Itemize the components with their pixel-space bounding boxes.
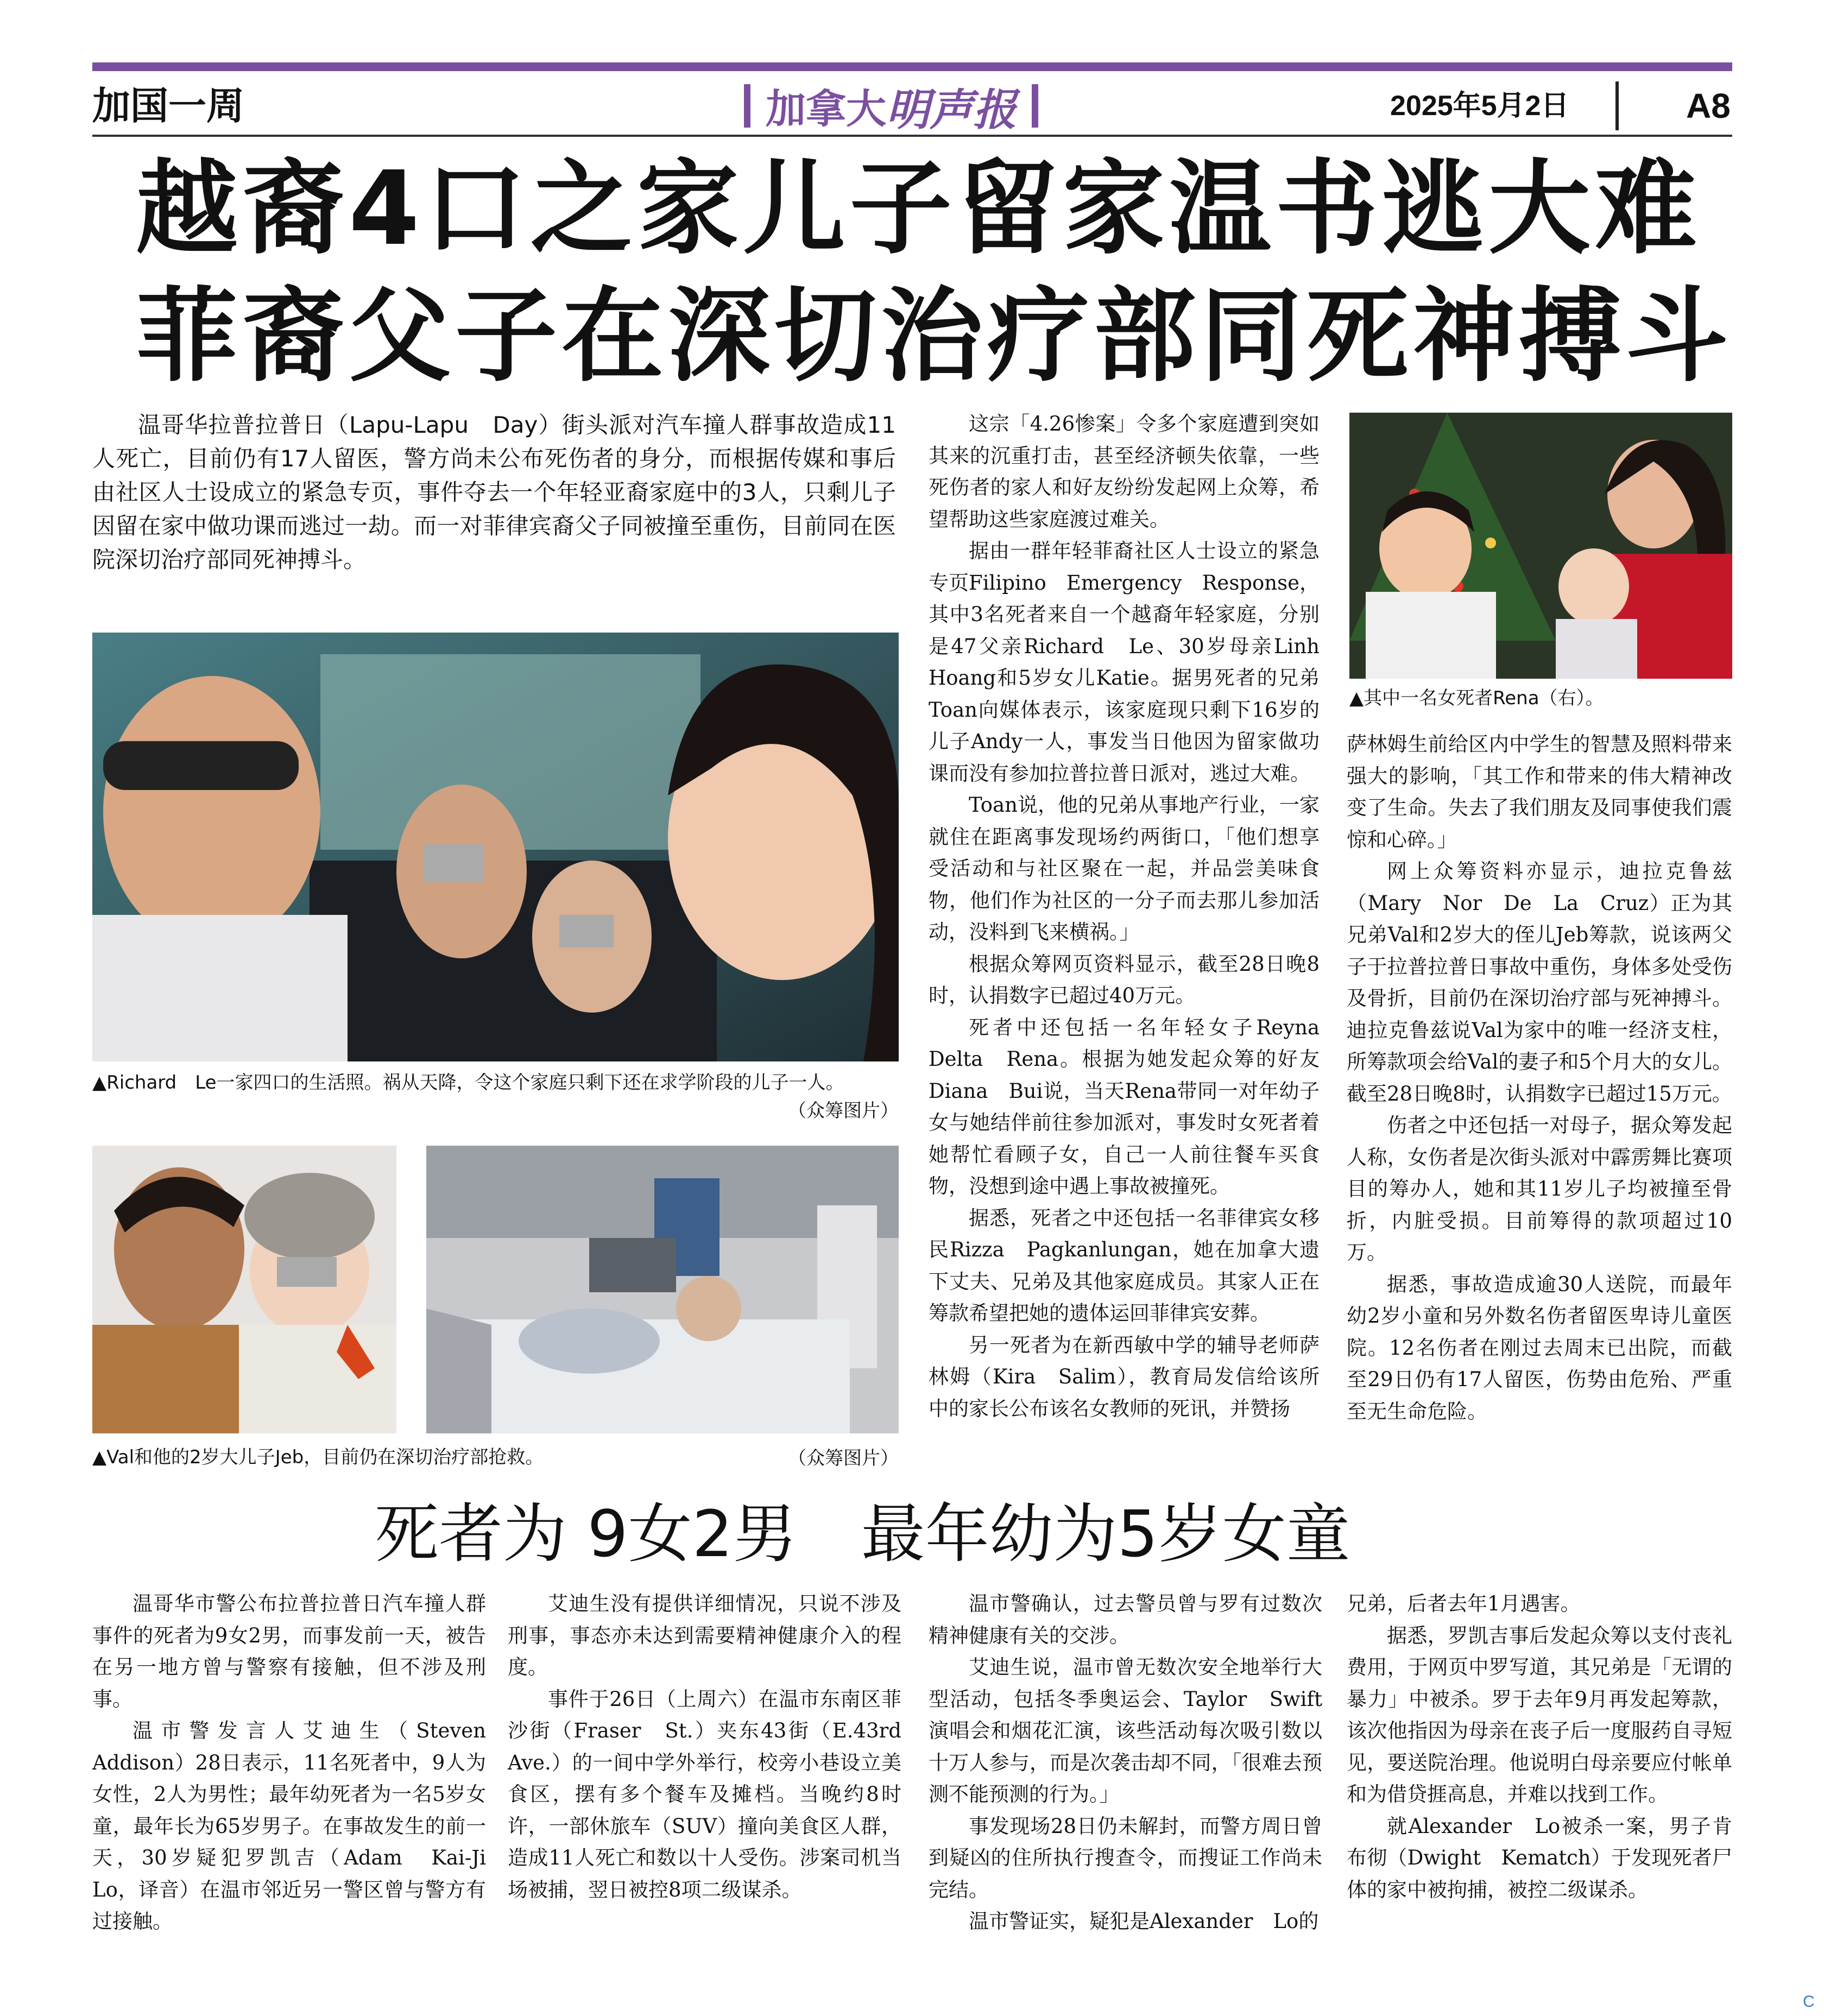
val-photo-caption <box>92 1444 899 1471</box>
story-col2-para-2: 据由一群年轻菲裔社区人士设立的紧急专页Filipino Emergency Response，其中3名死者来自一个越裔年轻家庭，分别是47父亲Richard Le、30岁母亲Linh Hoang和5岁女儿Katie。据男死者的兄弟Toan向媒体表示，该家庭现只剩下16岁的儿子Andy一人，事发当日他因为留家做功课而没有参加拉普拉普日派对，逃过大难。 <box>929 539 1340 785</box>
family-photo-caption <box>92 1070 899 1124</box>
lower-col3-para-3: 事发现场28日仍未解封，而警方周日曾到疑凶的住所执行搜查令，而搜证工作尚未完结。 <box>929 1814 1322 1901</box>
rena-photo-image <box>1349 413 1732 679</box>
story-column-3 <box>1347 729 1732 1427</box>
section-name: 加国一周 <box>92 84 244 128</box>
val-photo-credit: （众筹图片） <box>788 1448 899 1469</box>
story-col2-para-3: Toan说，他的兄弟从事地产行业，一家就住在距离事发现场约两街口，「他们想享受活动和与社区聚在一起，并品尝美味食物，他们作为社区的一分子而去那儿参加活动，没料到飞来横祸。」 <box>929 793 1320 944</box>
header-divider <box>1615 81 1619 130</box>
rena-photo-caption <box>1349 685 1732 712</box>
story-col3-para-1: 萨林姆生前给区内中学生的智慧及照料带来强大的影响，「其工作和带来的伟大精神改变了生命。失去了我们朋友及同事使我们震惊和心碎。」 <box>1347 732 1732 851</box>
family-photo-credit: （众筹图片） <box>788 1100 899 1122</box>
corner-mark: C <box>1803 1993 1815 2011</box>
lower-col4-para-2: 据悉，罗凯吉事后发起众筹以支付丧礼费用，于网页中罗写道，其兄弟是「无谓的暴力」中被杀。罗于去年9月再发起筹款，该次他指因为母亲在丧子后一度服药自寻短见，要送院治理。他说明白母亲要应付帐单和为借贷捱高息，并难以找到工作。 <box>1347 1623 1732 1806</box>
header-rule <box>92 135 1732 137</box>
story-col3-para-2: 网上众筹资料亦显示，迪拉克鲁兹（Mary Nor De La Cruz）正为其兄弟Val和2岁大的侄儿Jeb筹款，说该两父子于拉普拉普日事故中重伤，身体多处受伤及骨折，目前仍在深切治疗部与死神搏斗。迪拉克鲁兹说Val为家中的唯一经济支柱，所筹款项会给Val的妻子和5个月大的女儿。截至28日晚8时，认捐数字已超过15万元。 <box>1347 860 1732 1105</box>
issue-date: 2025年5月2日 <box>1390 90 1569 122</box>
family-caption-text: ▲Richard Le一家四口的生活照。祸从天降，令这个家庭只剩下还在求学阶段的儿子一人。 <box>92 1072 844 1094</box>
masthead-name-2: 明声报 <box>886 84 1017 135</box>
lower-col3-para-2: 艾迪生说，温市曾无数次安全地举行大型活动，包括冬季奥运会、Taylor Swift演唱会和烟花汇演，该些活动每次吸引数以十万人参与，而是次袭击却不同，「很难去预测不能预测的行为。」 <box>929 1655 1322 1806</box>
story-col2-para-7: 另一死者为在新西敏中学的辅导老师萨林姆（Kira Salim），教育局发信给该所中的家长公布该名女教师的死讯，并赞扬 <box>929 1333 1320 1420</box>
story-col2-para-6: 据悉，死者之中还包括一名菲律宾女移民Rizza Pagkanlungan，她在加拿大遗下丈夫、兄弟及其他家庭成员。其家人正在筹款希望把她的遗体运回菲律宾安葬。 <box>929 1206 1320 1325</box>
story-column-2 <box>929 408 1340 1425</box>
lower-col4-para-3: 就Alexander Lo被杀一案，男子肯布彻（Dwight Kematch）于发现死者尸体的家中被拘捕，被控二级谋杀。 <box>1347 1814 1732 1901</box>
headline-line-2: 菲裔父子在深切治疗部同死神搏斗 <box>136 277 1732 396</box>
masthead-bar-right <box>1032 84 1038 128</box>
masthead-name-1: 加拿大 <box>766 86 886 132</box>
lower-column-1 <box>92 1588 506 1938</box>
hospital-photo-image <box>426 1146 899 1433</box>
masthead-bar-left <box>744 84 750 128</box>
lower-col3-para-4: 温市警证实，疑犯是Alexander Lo的 <box>969 1910 1319 1933</box>
story-col2-para-1: 这宗「4.26惨案」令多个家庭遭到突如其来的沉重打击，甚至经济顿失依靠，一些死伤者的家人和好友纷纷发起网上众筹，希望帮助这些家庭渡过难关。 <box>929 412 1320 531</box>
lead-text: 温哥华拉普拉普日（Lapu-Lapu Day）街头派对汽车撞人群事故造成11人死亡，目前仍有17人留医，警方尚未公布死伤者的身分，而根据传媒和事后由社区人士设成立的紧急专页，事件夺去一个年轻亚裔家庭中的3人，只剩儿子因留在家中做功课而逃过一劫。而一对菲律宾裔父子同被撞至重伤，目前同在医院深切治疗部同死神搏斗。 <box>92 412 896 573</box>
val-photo <box>92 1146 396 1433</box>
hospital-photo <box>426 1146 899 1433</box>
val-caption-text: ▲Val和他的2岁大儿子Jeb，目前仍在深切治疗部抢救。 <box>92 1446 544 1468</box>
story-col3-para-4: 据悉，事故造成逾30人送院，而最年幼2岁小童和另外数名伤者留医卑诗儿童医院。12名伤者在刚过去周末已出院，而截至29日仍有17人留医，伤势由危殆、严重至无生命危险。 <box>1347 1272 1732 1423</box>
lower-col4-para-1: 兄弟，后者去年1月遇害。 <box>1347 1592 1581 1615</box>
headline-line-1: 越裔4口之家儿子留家温书逃大难 <box>136 149 1701 268</box>
lower-col2-para-2: 事件于26日（上周六）在温市东南区菲沙街（Fraser St.）夹东43街（E.43rd Ave.）的一间中学外举行，校旁小巷设立美食区，摆有多个餐车及摊档。当晚约8时许，一部休旅车（SUV）撞向美食区人群，造成11人死亡和数以十人受伤。涉案司机当场被捕，翌日被控8项二级谋杀。 <box>508 1687 922 1901</box>
story-col2-para-4: 根据众筹网页资料显示，截至28日晚8时，认捐数字已超过40万元。 <box>929 952 1320 1007</box>
lower-col1-para-1: 温哥华市警公布拉普拉普日汽车撞人群事件的死者为9女2男，而事发前一天，被告在另一地方曾与警察有接触，但不涉及刑事。 <box>92 1592 486 1711</box>
lower-column-4 <box>1347 1588 1732 1906</box>
rena-photo <box>1349 413 1732 679</box>
top-accent-bar <box>92 62 1732 71</box>
page-number: A8 <box>1686 86 1731 125</box>
lower-column-3 <box>929 1588 1322 1938</box>
masthead <box>744 79 1038 133</box>
lower-col3-para-1: 温市警确认，过去警员曾与罗有过数次精神健康有关的交涉。 <box>929 1592 1322 1647</box>
story-col3-para-3: 伤者之中还包括一对母子，据众筹发起人称，女伤者是次街头派对中霹雳舞比赛项目的筹办人，她和其11岁儿子均被撞至骨折，内脏受损。目前筹得的款项超过10万。 <box>1347 1114 1732 1264</box>
subhead: 死者为 9女2男 最年幼为5岁女童 <box>375 1496 1350 1571</box>
lead-paragraph <box>92 408 896 577</box>
rena-caption-text: ▲其中一名女死者Rena（右）。 <box>1349 687 1604 709</box>
family-photo <box>92 633 899 1061</box>
story-col2-para-5: 死者中还包括一名年轻女子Reyna Delta Rena。根据为她发起众筹的好友Diana Bui说，当天Rena带同一对年幼子女与她结伴前往参加派对，事发时女死者着她帮忙看顾子女，自己一人前往餐车买食物，没想到途中遇上事故被撞死。 <box>929 1015 1340 1198</box>
family-photo-image <box>92 633 899 1061</box>
val-photo-image <box>92 1146 396 1433</box>
lower-col2-para-1: 艾迪生没有提供详细情况，只说不涉及刑事，事态亦未达到需要精神健康介入的程度。 <box>508 1592 901 1679</box>
lower-column-2 <box>508 1588 922 1906</box>
lower-col1-para-2: 温市警发言人艾迪生（Steven Addison）28日表示，11名死者中，9人为女性，2人为男性；最年幼死者为一名5岁女童，最年长为65岁男子。在事故发生的前一天，30岁疑犯罗凯吉（Adam Kai-Ji Lo，译音）在温市邻近另一警区曾与警方有过接触。 <box>92 1719 506 1933</box>
